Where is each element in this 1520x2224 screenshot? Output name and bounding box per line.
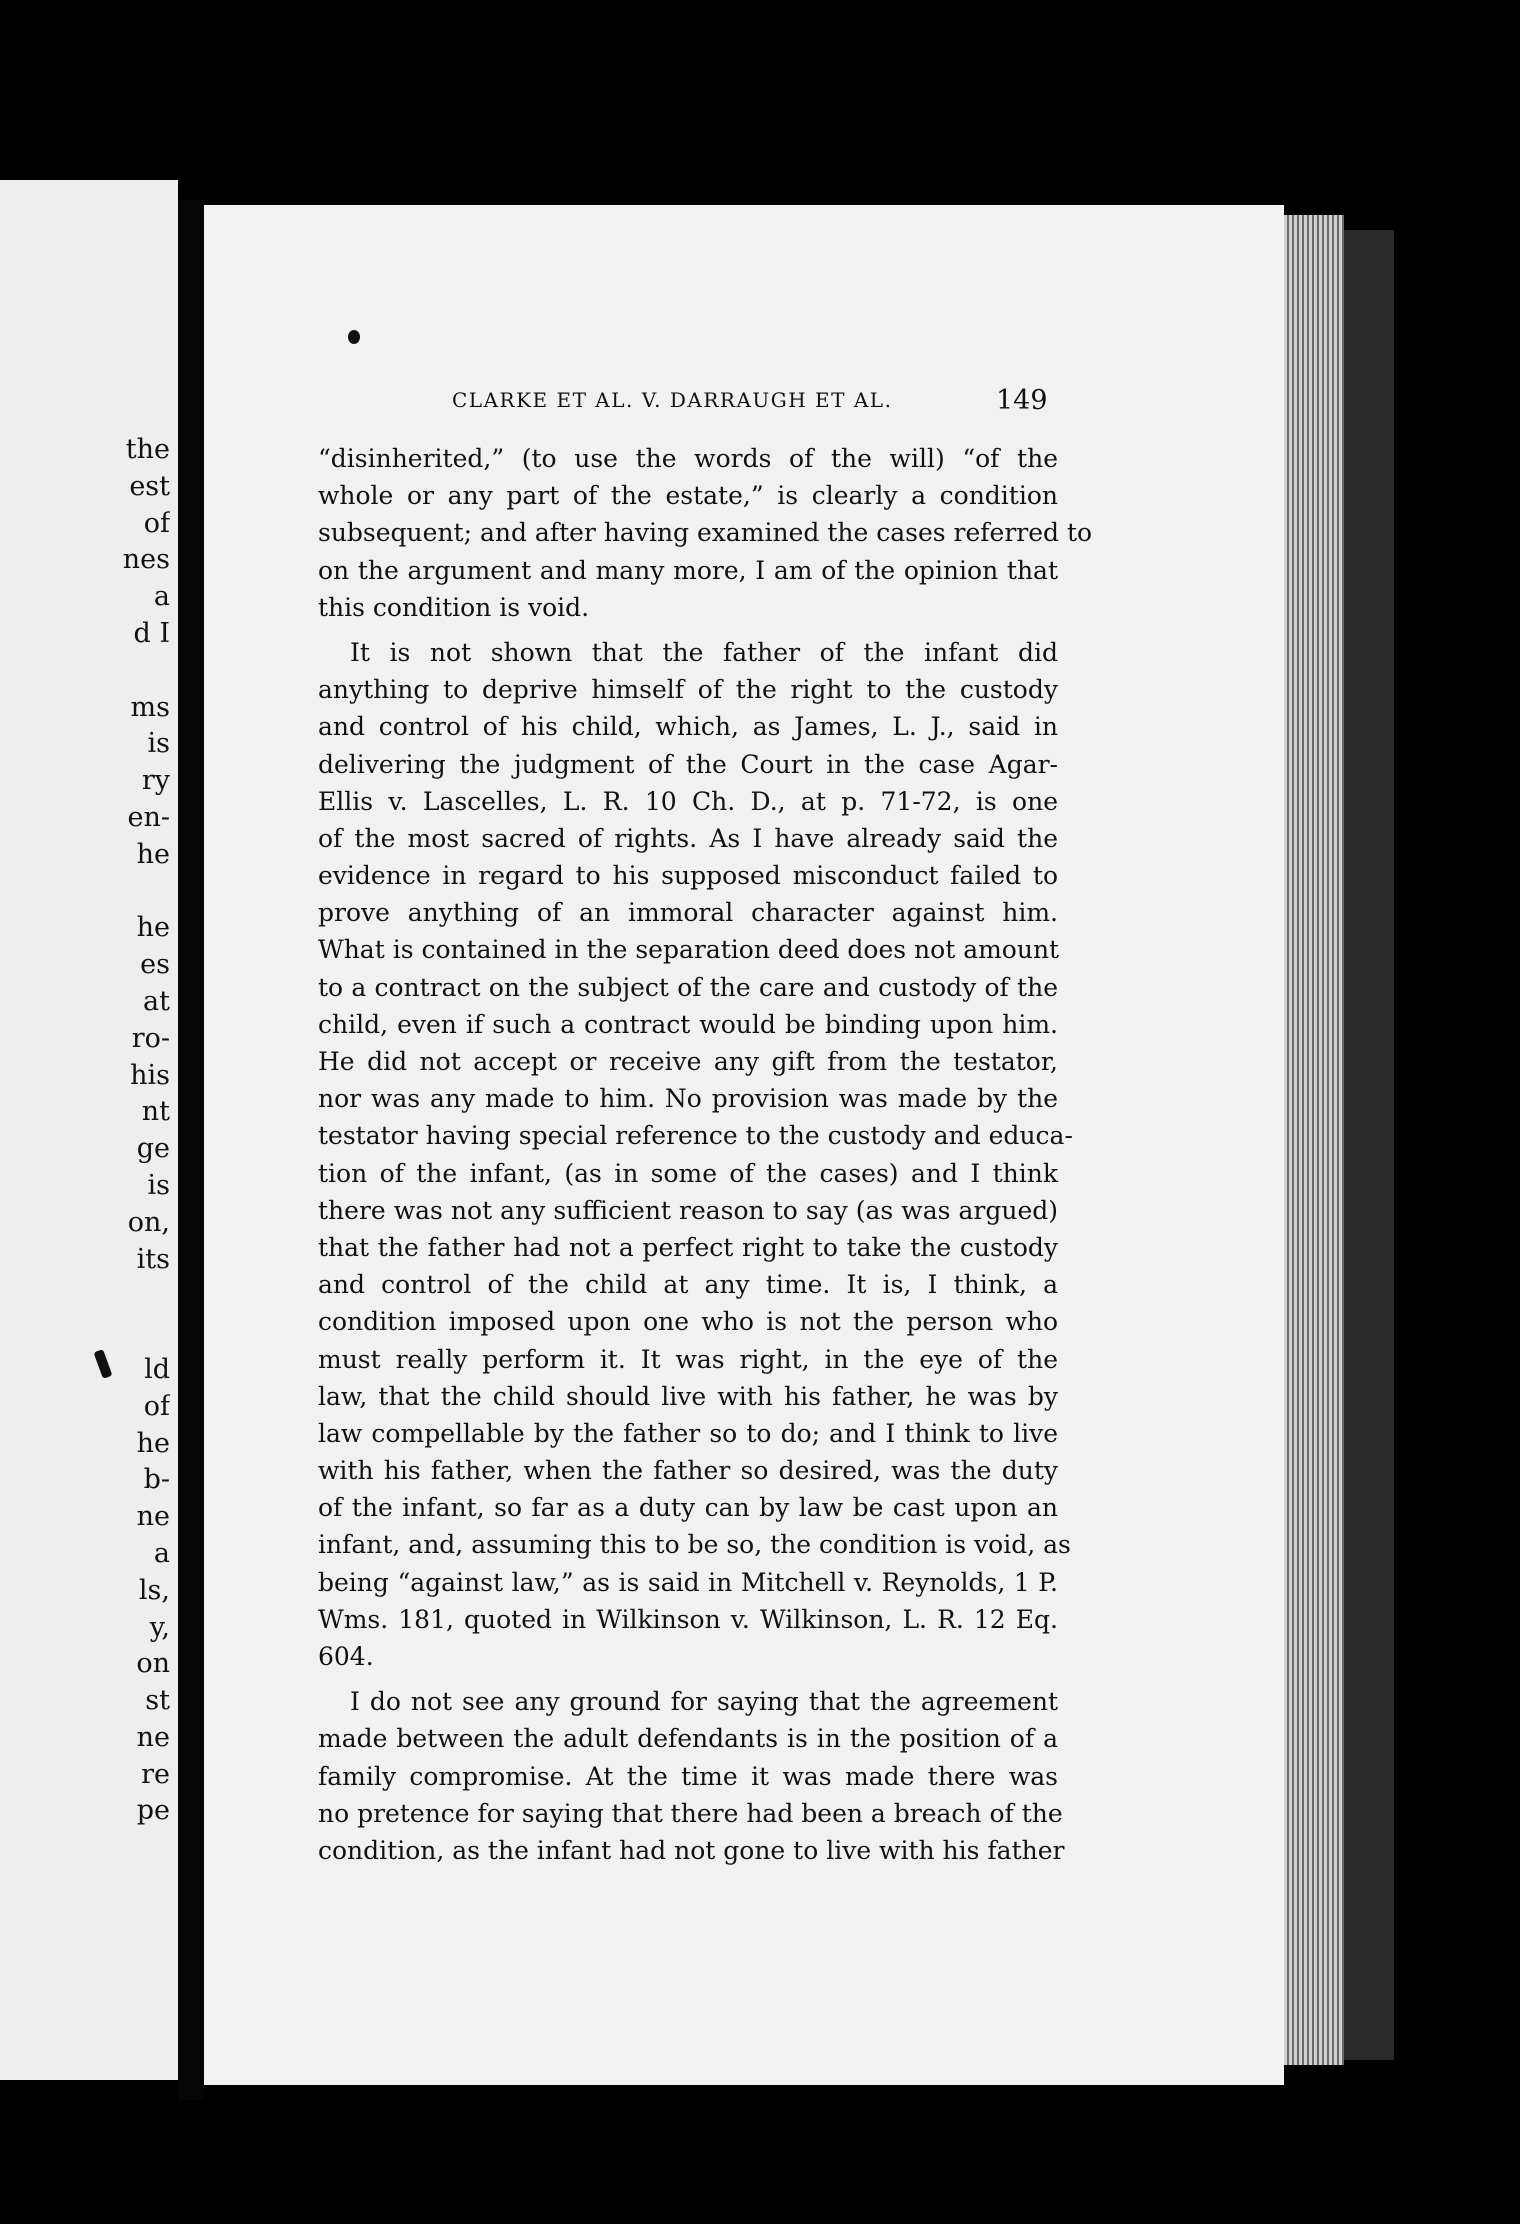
text-line: It is not shown that the father of the infant did (350, 637, 1058, 667)
text-line: being “against law,” as is said in Mitchell v. Reynolds, 1 P. (318, 1567, 1058, 1597)
text-line: to a contract on the subject of the care and custody of the (318, 972, 1058, 1002)
text-line: He did not accept or receive any gift from the testator, (318, 1047, 1058, 1076)
left-page-fragment: ld (144, 1353, 170, 1385)
text-line: child, even if such a contract would be binding upon him. (318, 1009, 1058, 1039)
text-line: with his father, when the father so desired, was the duty (318, 1456, 1058, 1486)
left-page-fragment: on, (127, 1206, 170, 1238)
left-page-fragment: est (129, 470, 170, 502)
left-page-fragment (0, 874, 170, 911)
text-line: and control of his child, which, as James, L. J., said in (318, 712, 1058, 742)
left-page-fragment: on (136, 1648, 170, 1680)
text-line: anything to deprive himself of the right to the custody (318, 675, 1058, 705)
left-page-fragment: st (145, 1685, 170, 1717)
running-header: CLARKE ET AL. V. DARRAUGH ET AL. (452, 388, 893, 412)
left-page-fragment: ne (136, 1501, 170, 1533)
left-page-fragment: he (136, 1427, 170, 1459)
left-page-fragment: he (136, 838, 170, 870)
paragraph (318, 634, 1073, 1675)
book-gutter (178, 200, 204, 2100)
left-page-fragment: nes (122, 544, 170, 576)
text-line: tion of the infant, (as in some of the cases) and I think (318, 1158, 1058, 1188)
text-line: prove anything of an immoral character against him. (318, 898, 1058, 928)
left-page-fragment: y, (149, 1611, 170, 1643)
left-page-fragment: at (143, 985, 170, 1017)
text-line: of the most sacred of rights. As I have already said the (318, 823, 1058, 853)
left-page-fragment: of (143, 507, 170, 539)
left-page-fragment (0, 1278, 170, 1315)
left-page-fragment: re (141, 1758, 170, 1790)
left-page-fragment: ls, (138, 1574, 170, 1606)
left-page-fragment: is (147, 728, 170, 760)
text-line: Wms. 181, quoted in Wilkinson v. Wilkinson, L. R. 12 Eq. (318, 1604, 1058, 1634)
text-line: Ellis v. Lascelles, L. R. 10 Ch. D., at p. 71-72, is one (318, 786, 1058, 816)
left-page-fragment: its (136, 1243, 170, 1275)
left-page-fragment: ge (136, 1133, 170, 1165)
paragraph (318, 440, 1093, 626)
left-page-fragment: pe (136, 1795, 170, 1827)
text-line: 604. (318, 1642, 374, 1671)
body-text (318, 440, 1093, 1869)
ink-speck (348, 330, 360, 344)
left-page-fragment: ro- (131, 1022, 170, 1054)
text-line: no pretence for saying that there had been a breach of the (318, 1798, 1063, 1828)
left-page-fragment: a (153, 1537, 170, 1569)
left-page-text-fragments (0, 432, 170, 1830)
left-page-fragment: of (143, 1390, 170, 1422)
text-line: I do not see any ground for saying that the agreement (350, 1687, 1058, 1717)
left-page-fragment: is (147, 1169, 170, 1201)
text-line: made between the adult defendants is in the position of a (318, 1724, 1058, 1754)
page-number: 149 (996, 385, 1048, 416)
text-line: nor was any made to him. No provision was made by the (318, 1084, 1058, 1114)
text-line: evidence in regard to his supposed misconduct failed to (318, 861, 1058, 891)
left-page-fragment: he (136, 912, 170, 944)
text-line: subsequent; and after having examined the cases referred to (318, 518, 1093, 548)
paragraph (318, 1683, 1065, 1869)
text-line: and control of the child at any time. It is, I think, a (318, 1270, 1058, 1300)
text-line: must really perform it. It was right, in the eye of the (318, 1344, 1058, 1374)
text-line: that the father had not a perfect right to take the custody (318, 1232, 1058, 1262)
text-line: this condition is void. (318, 592, 590, 622)
left-page-fragment: his (130, 1059, 170, 1091)
text-line: What is contained in the separation deed does not amount (318, 935, 1060, 965)
left-page-fragment: nt (141, 1096, 170, 1128)
text-line: law, that the child should live with his father, he was by (318, 1381, 1058, 1411)
text-line: on the argument and many more, I am of the opinion that (318, 555, 1058, 585)
text-line: infant, and, assuming this to be so, the condition is void, as (318, 1530, 1071, 1560)
text-line: condition imposed upon one who is not the person who (318, 1307, 1058, 1337)
text-line: testator having special reference to the custody and educa- (318, 1121, 1073, 1151)
left-page-fragment (0, 653, 170, 690)
text-line: “disinherited,” (to use the words of the will) “of the (318, 444, 1058, 473)
text-line: law compellable by the father so to do; and I think to live (318, 1418, 1058, 1448)
left-page-fragment: ne (136, 1721, 170, 1753)
left-page-fragment (0, 1315, 170, 1352)
left-page-fragment: the (125, 434, 170, 465)
left-page-fragment: d I (133, 617, 170, 649)
left-page-fragment: en- (127, 801, 170, 833)
left-page-fragment: a (153, 581, 170, 613)
text-line: family compromise. At the time it was made there was (318, 1761, 1058, 1791)
left-page-fragment: b- (143, 1464, 170, 1496)
page-edge-stack (1284, 215, 1344, 2065)
left-page-fragment: es (140, 949, 170, 981)
text-line: of the infant, so far as a duty can by law be cast upon an (318, 1493, 1058, 1523)
left-page-fragment: ms (130, 691, 170, 723)
text-line: condition, as the infant had not gone to live with his father (318, 1835, 1065, 1865)
book-spine (1344, 230, 1394, 2060)
text-line: there was not any sufficient reason to say (as was argued) (318, 1195, 1058, 1225)
left-page-fragment: ry (141, 765, 170, 797)
text-line: whole or any part of the estate,” is clearly a condition (318, 481, 1058, 511)
text-line: delivering the judgment of the Court in the case Agar- (318, 749, 1058, 779)
paragraph-gap (318, 1675, 1058, 1683)
paragraph-gap (318, 626, 1058, 634)
